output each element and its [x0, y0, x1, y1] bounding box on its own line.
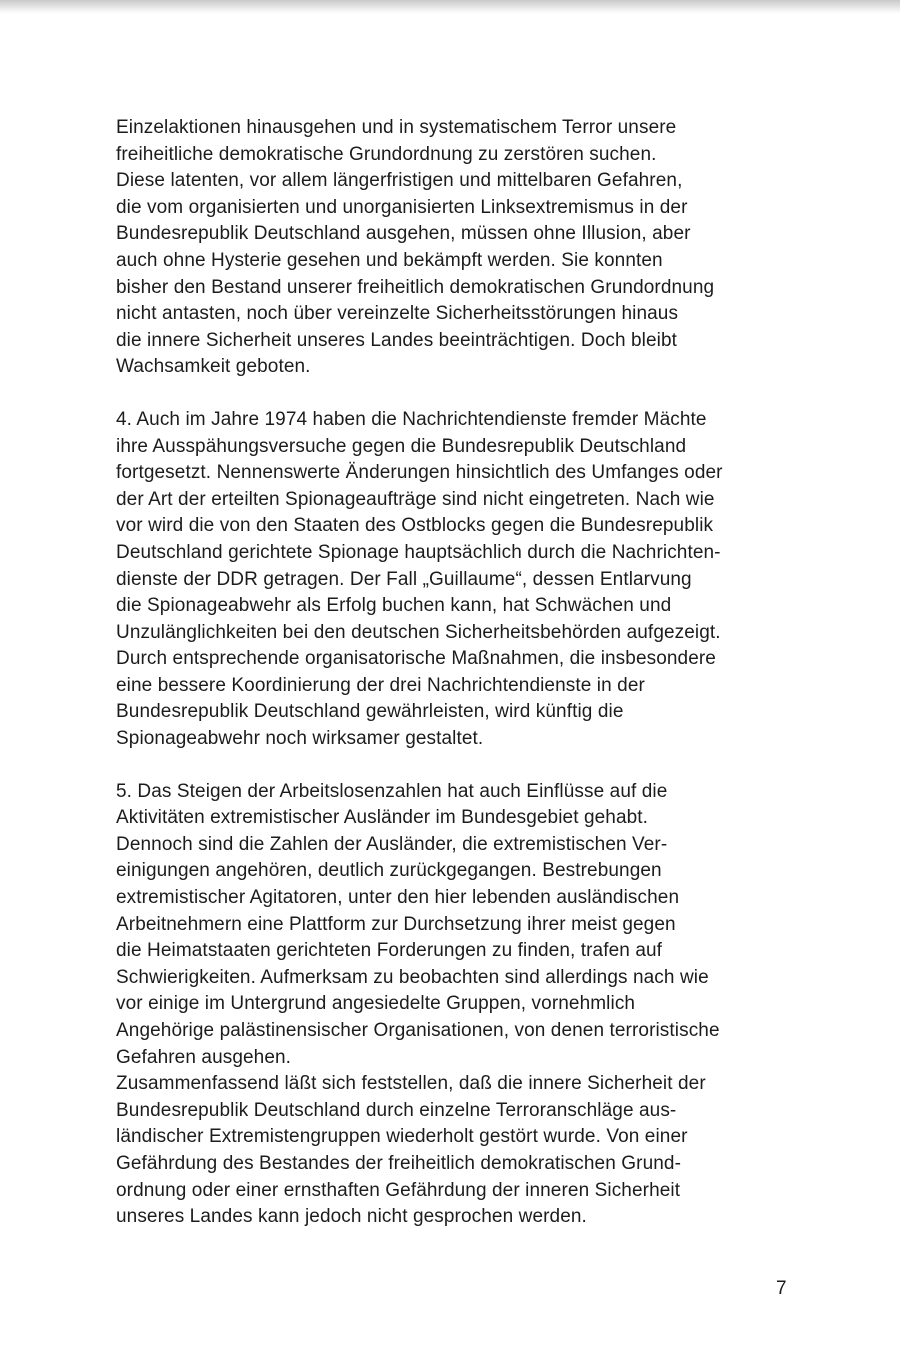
text-line: Gefahren ausgehen. [116, 1046, 292, 1068]
text-line: dienste der DDR getragen. Der Fall „Guillaume“, dessen Entlarvung [116, 568, 692, 590]
scan-top-edge [0, 0, 900, 14]
paragraph-linksextremismus [116, 115, 806, 381]
paragraph-gap [116, 381, 806, 407]
text-line: Bundesrepublik Deutschland durch einzelne Terroranschläge aus- [116, 1099, 677, 1121]
text-line: Angehörige palästinensischer Organisationen, von denen terroristische [116, 1020, 720, 1041]
page-number: 7 [776, 1278, 787, 1299]
text-line: Schwierigkeiten. Aufmerksam zu beobachten sind allerdings nach wie [116, 966, 709, 988]
text-line: Zusammenfassend läßt sich feststellen, daß die innere Sicherheit der [116, 1073, 706, 1095]
text-line: Gefährdung des Bestandes der freiheitlich demokratischen Grund- [116, 1152, 681, 1174]
text-line: eine bessere Koordinierung der drei Nachrichtendienste in der [116, 674, 645, 696]
text-line: Deutschland gerichtete Spionage hauptsächlich durch die Nachrichten- [116, 541, 721, 563]
text-line: Diese latenten, vor allem längerfristigen und mittelbaren Gefahren, [116, 170, 683, 192]
text-line: die Heimatstaaten gerichteten Forderungen zu finden, trafen auf [116, 940, 663, 962]
text-line: ihre Ausspähungsversuche gegen die Bundesrepublik Deutschland [116, 435, 687, 457]
paragraph-5-auslaender [116, 779, 806, 1072]
text-line: der Art der erteilten Spionageaufträge sind nicht eingetreten. Nach wie [116, 488, 715, 510]
text-line: bisher den Bestand unserer freiheitlich demokratischen Grundordnung [116, 276, 715, 298]
text-line: auch ohne Hysterie gesehen und bekämpft werden. Sie konnten [116, 249, 663, 271]
text-line: die innere Sicherheit unseres Landes beeinträchtigen. Doch bleibt [116, 329, 678, 351]
text-line: fortgesetzt. Nennenswerte Änderungen hinsichtlich des Umfanges oder [116, 462, 723, 484]
text-line: ländischer Extremistengruppen wiederholt gestört wurde. Von einer [116, 1126, 688, 1148]
paragraph-zusammenfassung [116, 1071, 806, 1231]
text-line: ordnung oder einer ernsthaften Gefährdung der inneren Sicherheit [116, 1179, 681, 1201]
text-line: Spionageabwehr noch wirksamer gestaltet. [116, 728, 484, 750]
text-line: Unzulänglichkeiten bei den deutschen Sicherheitsbehörden aufgezeigt. [116, 621, 721, 643]
text-line: vor einige im Untergrund angesiedelte Gruppen, vornehmlich [116, 993, 636, 1015]
text-line: Dennoch sind die Zahlen der Ausländer, die extremistischen Ver- [116, 833, 668, 855]
text-line: Aktivitäten extremistischer Ausländer im Bundesgebiet gehabt. [116, 807, 649, 829]
text-line: Arbeitnehmern eine Plattform zur Durchsetzung ihrer meist gegen [116, 913, 676, 935]
paragraph-4-spionage [116, 407, 806, 753]
text-line: nicht antasten, noch über vereinzelte Sicherheitsstörungen hinaus [116, 303, 679, 325]
text-line: freiheitliche demokratische Grundordnung zu zerstören suchen. [116, 143, 657, 165]
text-line: Wachsamkeit geboten. [116, 356, 311, 378]
text-line: Durch entsprechende organisatorische Maßnahmen, die insbesondere [116, 648, 716, 670]
text-line: die Spionageabwehr als Erfolg buchen kann, hat Schwächen und [116, 595, 672, 617]
page-body [116, 115, 806, 1231]
text-line: unseres Landes kann jedoch nicht gesprochen werden. [116, 1206, 587, 1228]
paragraph-gap [116, 753, 806, 779]
text-line: einigungen angehören, deutlich zurückgegangen. Bestrebungen [116, 860, 662, 882]
text-line: 4. Auch im Jahre 1974 haben die Nachrichtendienste fremder Mächte [116, 408, 707, 430]
text-line: Einzelaktionen hinausgehen und in systematischem Terror unsere [116, 117, 677, 138]
text-line: Bundesrepublik Deutschland gewährleisten, wird künftig die [116, 701, 624, 723]
text-line: 5. Das Steigen der Arbeitslosenzahlen hat auch Einflüsse auf die [116, 780, 668, 802]
text-line: Bundesrepublik Deutschland ausgehen, müssen ohne Illusion, aber [116, 223, 691, 245]
text-line: vor wird die von den Staaten des Ostblocks gegen die Bundesrepublik [116, 515, 714, 537]
text-line: die vom organisierten und unorganisierten Linksextremismus in der [116, 196, 688, 218]
text-line: extremistischer Agitatoren, unter den hier lebenden ausländischen [116, 887, 680, 909]
